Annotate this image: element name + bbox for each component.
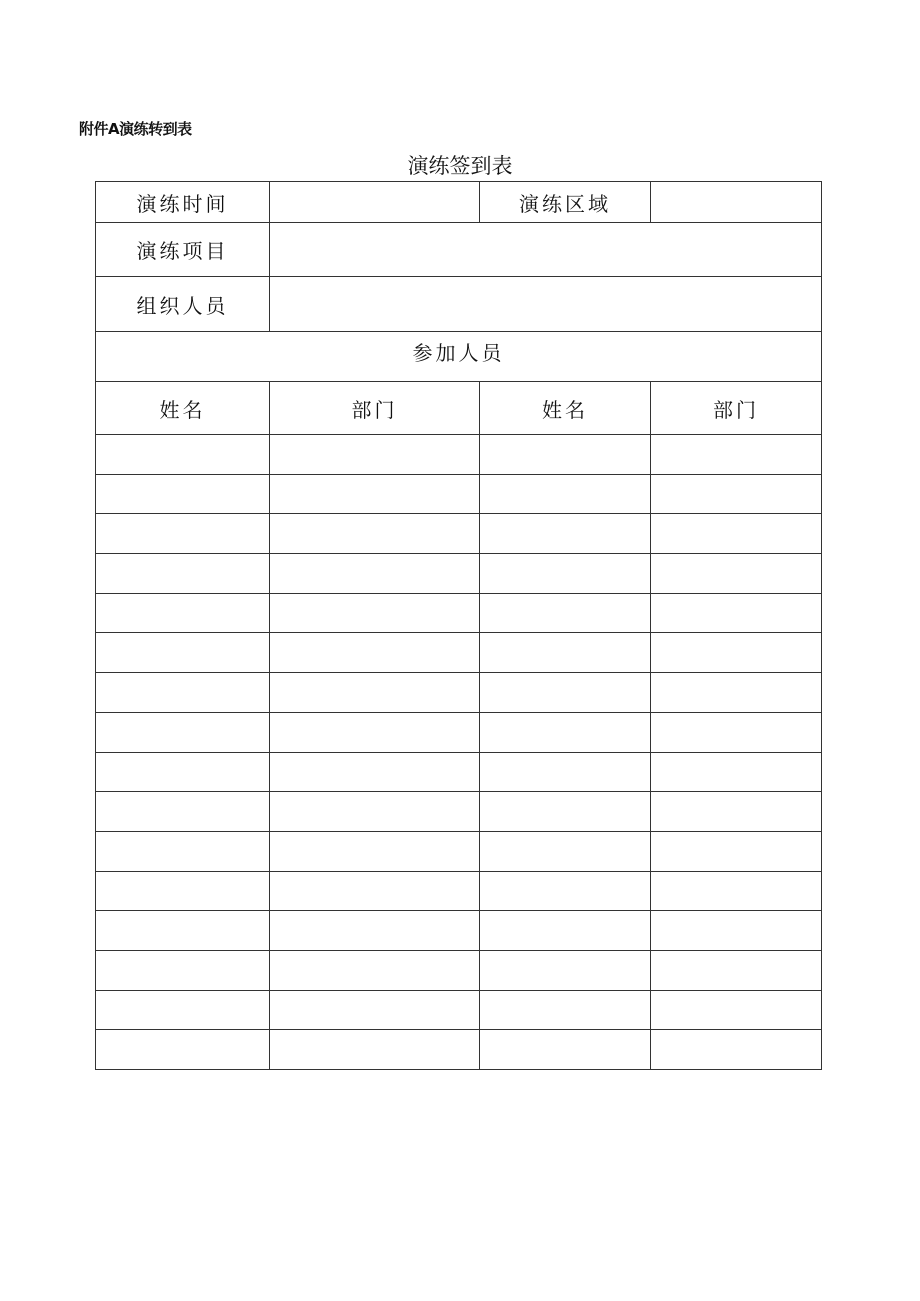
name-cell[interactable] xyxy=(480,950,651,990)
table-row xyxy=(96,435,822,475)
name-cell[interactable] xyxy=(480,514,651,554)
name-cell[interactable] xyxy=(480,752,651,792)
table-row xyxy=(96,474,822,514)
drill-time-area-row xyxy=(96,182,822,223)
department-cell[interactable] xyxy=(270,633,480,673)
department-cell[interactable] xyxy=(270,950,480,990)
drill-item-field[interactable] xyxy=(270,223,822,277)
name-cell[interactable] xyxy=(480,712,651,752)
department-cell[interactable] xyxy=(270,752,480,792)
name-cell[interactable] xyxy=(96,1030,270,1070)
organizer-label: 组织人员 xyxy=(96,277,270,332)
table-row xyxy=(96,633,822,673)
name-cell[interactable] xyxy=(96,554,270,594)
name-cell[interactable] xyxy=(480,593,651,633)
name-cell[interactable] xyxy=(96,950,270,990)
name-cell[interactable] xyxy=(96,712,270,752)
drill-area-field[interactable] xyxy=(651,182,822,223)
name-cell[interactable] xyxy=(480,474,651,514)
department-cell[interactable] xyxy=(270,514,480,554)
department-cell[interactable] xyxy=(651,673,822,713)
organizer-field[interactable] xyxy=(270,277,822,332)
department-cell[interactable] xyxy=(270,911,480,951)
department-cell[interactable] xyxy=(651,435,822,475)
sign-in-table xyxy=(95,181,822,1070)
department-cell[interactable] xyxy=(651,752,822,792)
department-cell[interactable] xyxy=(651,990,822,1030)
department-cell[interactable] xyxy=(651,950,822,990)
department-cell[interactable] xyxy=(651,1030,822,1070)
name-cell[interactable] xyxy=(96,792,270,832)
department-cell[interactable] xyxy=(651,593,822,633)
department-cell[interactable] xyxy=(651,792,822,832)
participants-heading: 参加人员 xyxy=(96,332,822,382)
department-cell[interactable] xyxy=(270,673,480,713)
name-cell[interactable] xyxy=(480,831,651,871)
participants-header-row xyxy=(96,382,822,435)
name-cell[interactable] xyxy=(96,911,270,951)
table-row xyxy=(96,514,822,554)
name-cell[interactable] xyxy=(480,792,651,832)
name-cell[interactable] xyxy=(96,633,270,673)
name-cell[interactable] xyxy=(480,1030,651,1070)
column-header-department: 部门 xyxy=(651,382,822,435)
name-cell[interactable] xyxy=(480,871,651,911)
department-cell[interactable] xyxy=(651,633,822,673)
name-cell[interactable] xyxy=(480,911,651,951)
name-cell[interactable] xyxy=(480,435,651,475)
name-cell[interactable] xyxy=(480,633,651,673)
department-cell[interactable] xyxy=(270,712,480,752)
department-cell[interactable] xyxy=(651,871,822,911)
table-row xyxy=(96,911,822,951)
table-row xyxy=(96,752,822,792)
department-cell[interactable] xyxy=(270,435,480,475)
column-header-name: 姓名 xyxy=(96,382,270,435)
table-row xyxy=(96,831,822,871)
department-cell[interactable] xyxy=(270,474,480,514)
department-cell[interactable] xyxy=(270,1030,480,1070)
name-cell[interactable] xyxy=(96,474,270,514)
drill-time-field[interactable] xyxy=(270,182,480,223)
name-cell[interactable] xyxy=(480,990,651,1030)
department-cell[interactable] xyxy=(651,514,822,554)
department-cell[interactable] xyxy=(651,831,822,871)
table-row xyxy=(96,990,822,1030)
attachment-label: 附件A演练转到表 xyxy=(79,120,192,138)
drill-area-label: 演练区域 xyxy=(480,182,651,223)
department-cell[interactable] xyxy=(651,712,822,752)
name-cell[interactable] xyxy=(480,554,651,594)
name-cell[interactable] xyxy=(96,752,270,792)
name-cell[interactable] xyxy=(96,593,270,633)
table-row xyxy=(96,593,822,633)
name-cell[interactable] xyxy=(96,831,270,871)
name-cell[interactable] xyxy=(96,871,270,911)
drill-item-label: 演练项目 xyxy=(96,223,270,277)
column-header-department: 部门 xyxy=(270,382,480,435)
drill-time-label: 演练时间 xyxy=(96,182,270,223)
table-row xyxy=(96,950,822,990)
participants-heading-row xyxy=(96,332,822,382)
name-cell[interactable] xyxy=(96,990,270,1030)
department-cell[interactable] xyxy=(651,911,822,951)
department-cell[interactable] xyxy=(270,990,480,1030)
table-row xyxy=(96,673,822,713)
organizer-row xyxy=(96,277,822,332)
department-cell[interactable] xyxy=(270,831,480,871)
department-cell[interactable] xyxy=(270,554,480,594)
department-cell[interactable] xyxy=(651,554,822,594)
drill-item-row xyxy=(96,223,822,277)
column-header-name: 姓名 xyxy=(480,382,651,435)
department-cell[interactable] xyxy=(651,474,822,514)
department-cell[interactable] xyxy=(270,593,480,633)
department-cell[interactable] xyxy=(270,871,480,911)
department-cell[interactable] xyxy=(270,792,480,832)
name-cell[interactable] xyxy=(96,673,270,713)
table-row xyxy=(96,871,822,911)
name-cell[interactable] xyxy=(96,435,270,475)
table-row xyxy=(96,792,822,832)
table-row xyxy=(96,1030,822,1070)
table-row xyxy=(96,554,822,594)
form-title: 演练签到表 xyxy=(407,154,513,178)
name-cell[interactable] xyxy=(480,673,651,713)
table-row xyxy=(96,712,822,752)
name-cell[interactable] xyxy=(96,514,270,554)
